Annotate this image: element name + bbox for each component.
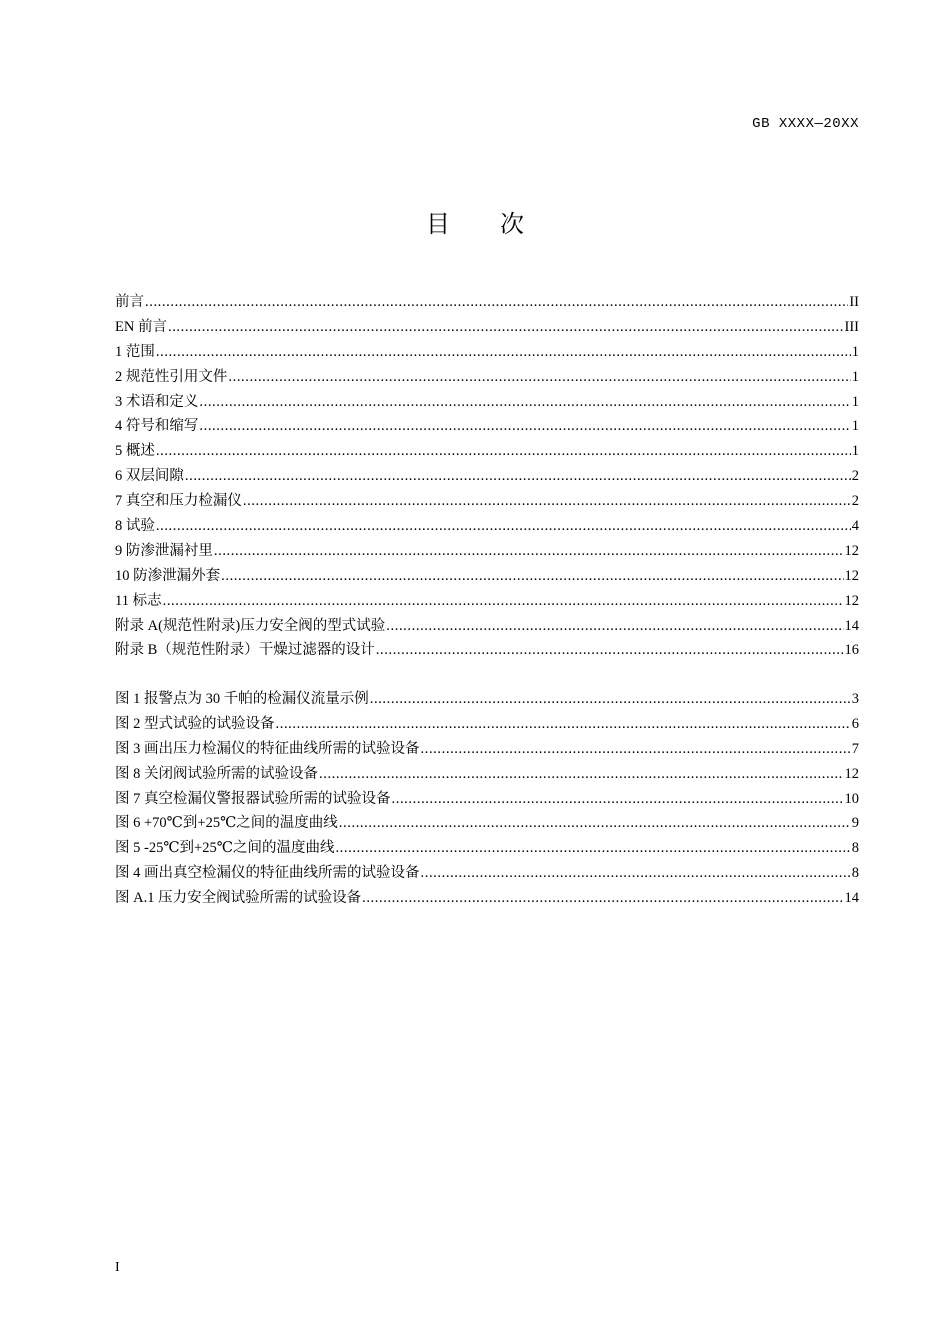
- toc-entry-page-number: 12: [844, 592, 859, 609]
- toc-entry[interactable]: [115, 340, 859, 365]
- figure-entry-page-number: 12: [844, 765, 859, 782]
- toc-entry-page-number: 1: [851, 443, 859, 460]
- figure-entry-label: 图 5 -25℃到+25℃之间的温度曲线: [115, 840, 335, 857]
- figure-entry-label: 图 A.1 压力安全阀试验所需的试验设备: [115, 890, 362, 907]
- toc-entry-label: EN 前言: [115, 318, 167, 335]
- toc-entry[interactable]: [115, 365, 859, 390]
- dot-leader: [339, 811, 851, 836]
- figure-entry[interactable]: [115, 737, 859, 762]
- toc-entry[interactable]: [115, 614, 859, 639]
- toc-entry-page-number: 2: [851, 468, 859, 485]
- figure-entry[interactable]: [115, 836, 859, 861]
- figure-entry-page-number: 8: [851, 865, 859, 882]
- toc-entry-page-number: 12: [844, 567, 859, 584]
- toc-entry[interactable]: [115, 514, 859, 539]
- figure-entry[interactable]: [115, 687, 859, 712]
- figure-entry-page-number: 10: [844, 790, 859, 807]
- dot-leader: [276, 712, 851, 737]
- toc-entry-page-number: III: [844, 318, 859, 335]
- figure-entry-page-number: 3: [851, 691, 859, 707]
- document-code: GB XXXX—20XX: [752, 116, 859, 132]
- toc-entry-label: 6 双层间隙: [115, 468, 184, 485]
- dot-leader: [156, 439, 851, 464]
- toc-entry-label: 10 防渗泄漏外套: [115, 567, 221, 584]
- toc-entry-label: 9 防渗泄漏衬里: [115, 542, 213, 559]
- toc-entry-label: 前言: [115, 294, 144, 310]
- figure-entry[interactable]: [115, 811, 859, 836]
- toc-entry-label: 8 试验: [115, 518, 155, 535]
- dot-leader: [319, 762, 844, 787]
- toc-entry-page-number: 1: [851, 343, 859, 360]
- figure-entry-page-number: 6: [851, 715, 859, 732]
- figure-entry-label: 图 2 型式试验的试验设备: [115, 715, 275, 732]
- figure-entry-label: 图 8 关闭阀试验所需的试验设备: [115, 765, 318, 782]
- toc-entry-page-number: 2: [851, 493, 859, 510]
- toc-entry-page-number: 1: [851, 393, 859, 410]
- figure-entry[interactable]: [115, 886, 859, 911]
- figure-entry[interactable]: [115, 712, 859, 737]
- figure-entry-label: 图 1 报警点为 30 千帕的检漏仪流量示例: [115, 691, 369, 707]
- list-of-figures: [115, 687, 859, 911]
- dot-leader: [163, 589, 844, 614]
- figure-entry[interactable]: [115, 787, 859, 812]
- toc-entry-page-number: 1: [851, 418, 859, 435]
- title-char-2: 次: [500, 210, 524, 238]
- toc-entry[interactable]: [115, 539, 859, 564]
- toc-entry[interactable]: [115, 489, 859, 514]
- figure-entry-page-number: 14: [844, 890, 859, 907]
- dot-leader: [335, 836, 850, 861]
- figure-entry-page-number: 8: [851, 840, 859, 857]
- toc-entry[interactable]: [115, 564, 859, 589]
- table-of-contents: [115, 290, 859, 663]
- dot-leader: [221, 564, 843, 589]
- toc-entry[interactable]: [115, 315, 859, 340]
- toc-entry-label: 4 符号和缩写: [115, 418, 199, 435]
- dot-leader: [228, 365, 850, 390]
- figure-entry-page-number: 7: [851, 740, 859, 757]
- figure-entry[interactable]: [115, 861, 859, 886]
- dot-leader: [156, 514, 851, 539]
- dot-leader: [145, 290, 848, 315]
- toc-entry-page-number: 14: [844, 617, 859, 634]
- dot-leader: [156, 340, 851, 365]
- dot-leader: [386, 614, 843, 639]
- dot-leader: [168, 315, 844, 340]
- toc-entry[interactable]: [115, 290, 859, 315]
- dot-leader: [362, 886, 843, 911]
- title-char-1: 目: [426, 210, 450, 238]
- dot-leader: [185, 464, 851, 489]
- toc-entry[interactable]: [115, 439, 859, 464]
- toc-entry-label: 1 范围: [115, 343, 155, 360]
- toc-entry-page-number: II: [849, 294, 859, 310]
- page-number: I: [115, 1260, 120, 1275]
- dot-leader: [370, 687, 851, 712]
- toc-entry[interactable]: [115, 464, 859, 489]
- figure-entry-page-number: 9: [851, 815, 859, 832]
- page-title: [0, 204, 950, 239]
- dot-leader: [214, 539, 844, 564]
- toc-entry-label: 2 规范性引用文件: [115, 368, 228, 385]
- dot-leader: [421, 737, 851, 762]
- dot-leader: [199, 414, 850, 439]
- toc-entry-label: 3 术语和定义: [115, 393, 199, 410]
- dot-leader: [392, 787, 844, 812]
- toc-entry[interactable]: [115, 638, 859, 663]
- figure-entry-label: 图 7 真空检漏仪警报器试验所需的试验设备: [115, 790, 391, 807]
- figure-entry-label: 图 3 画出压力检漏仪的特征曲线所需的试验设备: [115, 740, 420, 757]
- toc-entry[interactable]: [115, 390, 859, 415]
- toc-entry-page-number: 4: [851, 518, 859, 535]
- figure-entry-label: 图 4 画出真空检漏仪的特征曲线所需的试验设备: [115, 865, 420, 882]
- figure-entry[interactable]: [115, 762, 859, 787]
- dot-leader: [421, 861, 851, 886]
- dot-leader: [243, 489, 851, 514]
- dot-leader: [376, 638, 844, 663]
- toc-entry-page-number: 1: [851, 368, 859, 385]
- toc-entry-label: 5 概述: [115, 443, 155, 460]
- toc-entry-label: 11 标志: [115, 592, 162, 609]
- toc-entry-label: 附录 B（规范性附录）干燥过滤器的设计: [115, 642, 375, 659]
- toc-entry-label: 7 真空和压力检漏仪: [115, 493, 242, 510]
- dot-leader: [199, 390, 850, 415]
- toc-entry-page-number: 16: [844, 642, 859, 659]
- toc-entry-page-number: 12: [844, 542, 859, 559]
- toc-entry-label: 附录 A(规范性附录)压力安全阀的型式试验: [115, 617, 386, 634]
- toc-entry[interactable]: [115, 589, 859, 614]
- toc-entry[interactable]: [115, 414, 859, 439]
- figure-entry-label: 图 6 +70℃到+25℃之间的温度曲线: [115, 815, 338, 832]
